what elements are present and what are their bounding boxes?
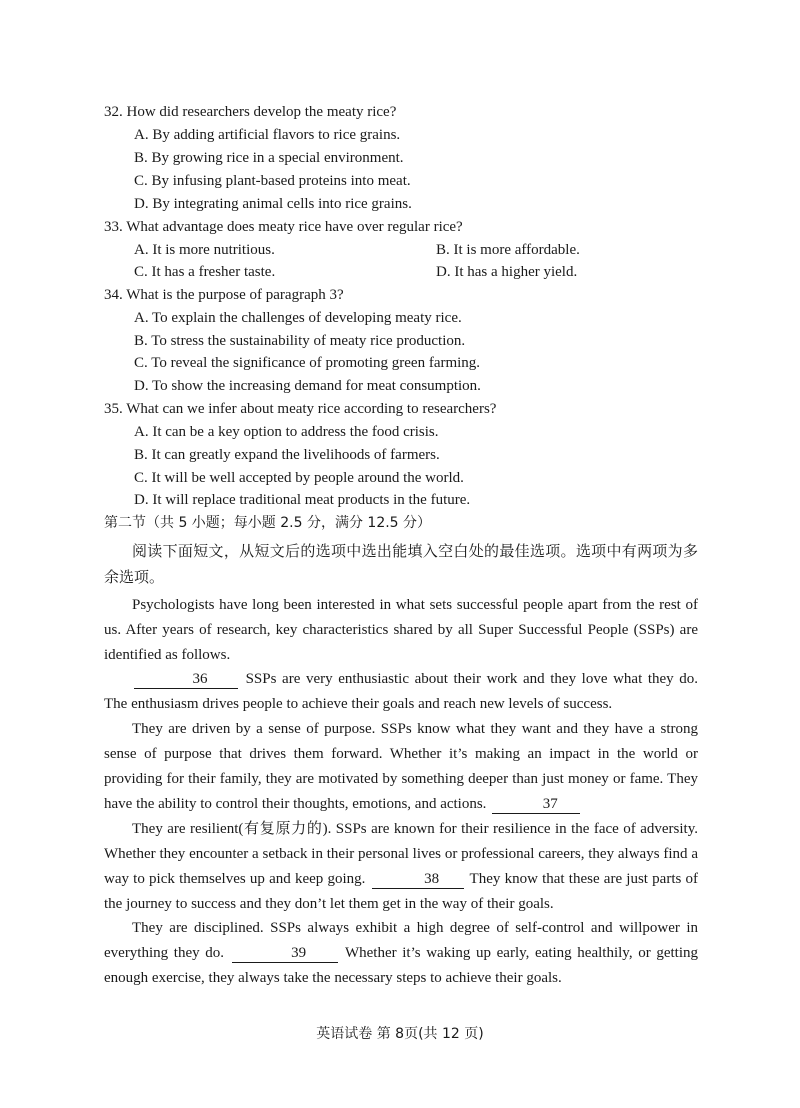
question-32-stem: 32. How did researchers develop the meaty rice? (104, 104, 397, 120)
question-33-stem: 33. What advantage does meaty rice have over regular rice? (104, 219, 463, 235)
passage-paragraph-1: Psychologists have long been interested in what sets successful people apart from the rest of us. After years of research, key characteristics shared by all Super Successful People (SSPs) are identified as follows. (104, 597, 698, 663)
question-33-option-c: C. It has a fresher taste. (134, 264, 276, 280)
section-header: 第二节（共 5 小题；每小题 2.5 分，满分 12.5 分） (104, 515, 432, 531)
passage-paragraph-5-text-after: Whether it’s waking up early, eating healthily, or getting enough exercise, they always take the necessary steps to achieve their goals. (104, 945, 698, 986)
passage-paragraph-2 (104, 667, 698, 717)
question-32-option-c: C. By infusing plant-based proteins into meat. (134, 173, 411, 189)
question-35-option-d: D. It will replace traditional meat products in the future. (134, 492, 471, 508)
question-34-option-d: D. To show the increasing demand for meat consumption. (134, 378, 481, 394)
question-33-option-b: B. It is more affordable. (436, 242, 580, 258)
passage-paragraph-4-text-after: They know that these are just parts of the journey to success and they don’t let them get in the way of their goals. (104, 871, 699, 912)
section-instruction: 阅读下面短文，从短文后的选项中选出能填入空白处的最佳选项。选项中有两项为多余选项。 (104, 542, 698, 586)
blank-39[interactable]: 39 (232, 944, 338, 963)
question-33-option-a: A. It is more nutritious. (134, 242, 275, 258)
passage-paragraph-5 (104, 916, 698, 991)
question-32-option-d: D. By integrating animal cells into rice grains. (134, 196, 412, 212)
passage-paragraph-3-text: They are driven by a sense of purpose. SSPs know what they want and they have a strong sense of purpose that drives them forward. Whether it’s making an impact in the world or providing for their family, they are motivated by something deeper than just money or fame. They have the ability to control their thoughts, emotions, and actions. (104, 721, 698, 812)
blank-38[interactable]: 38 (372, 870, 464, 889)
question-33-option-d: D. It has a higher yield. (436, 264, 578, 280)
passage-paragraph-5-text-before: They are disciplined. SSPs always exhibit a high degree of self-control and willpower in everything they do. (104, 920, 698, 961)
blank-36[interactable]: 36 (134, 670, 238, 689)
question-34-option-c: C. To reveal the significance of promoting green farming. (134, 355, 481, 371)
question-34-option-b: B. To stress the sustainability of meaty rice production. (134, 333, 466, 349)
question-34-stem: 34. What is the purpose of paragraph 3? (104, 287, 344, 303)
question-35-stem: 35. What can we infer about meaty rice according to researchers? (104, 401, 497, 417)
question-34-option-a: A. To explain the challenges of developing meaty rice. (134, 310, 462, 326)
page-footer: 英语试卷 第 8页(共 12 页) (316, 1026, 484, 1042)
question-32-option-a: A. By adding artificial flavors to rice grains. (134, 127, 401, 143)
passage-paragraph-4 (104, 817, 698, 917)
question-35-option-a: A. It can be a key option to address the food crisis. (134, 424, 439, 440)
blank-37[interactable]: 37 (492, 795, 580, 814)
passage-paragraph-4-text-before: They are resilient(有复原力的). SSPs are known for their resilience in the face of adversity. Whether they encounter a setback in their personal lives or professional careers, they always find a way to pick themselves up and keep going. (104, 821, 698, 887)
question-35-option-c: C. It will be well accepted by people around the world. (134, 470, 464, 486)
passage-paragraph-3 (104, 717, 698, 817)
question-32-option-b: B. By growing rice in a special environment. (134, 150, 404, 166)
passage-paragraph-2-text: SSPs are very enthusiastic about their work and they love what they do. The enthusiasm drives people to achieve their goals and reach new levels of success. (104, 671, 699, 712)
question-35-option-b: B. It can greatly expand the livelihoods of farmers. (134, 447, 440, 463)
